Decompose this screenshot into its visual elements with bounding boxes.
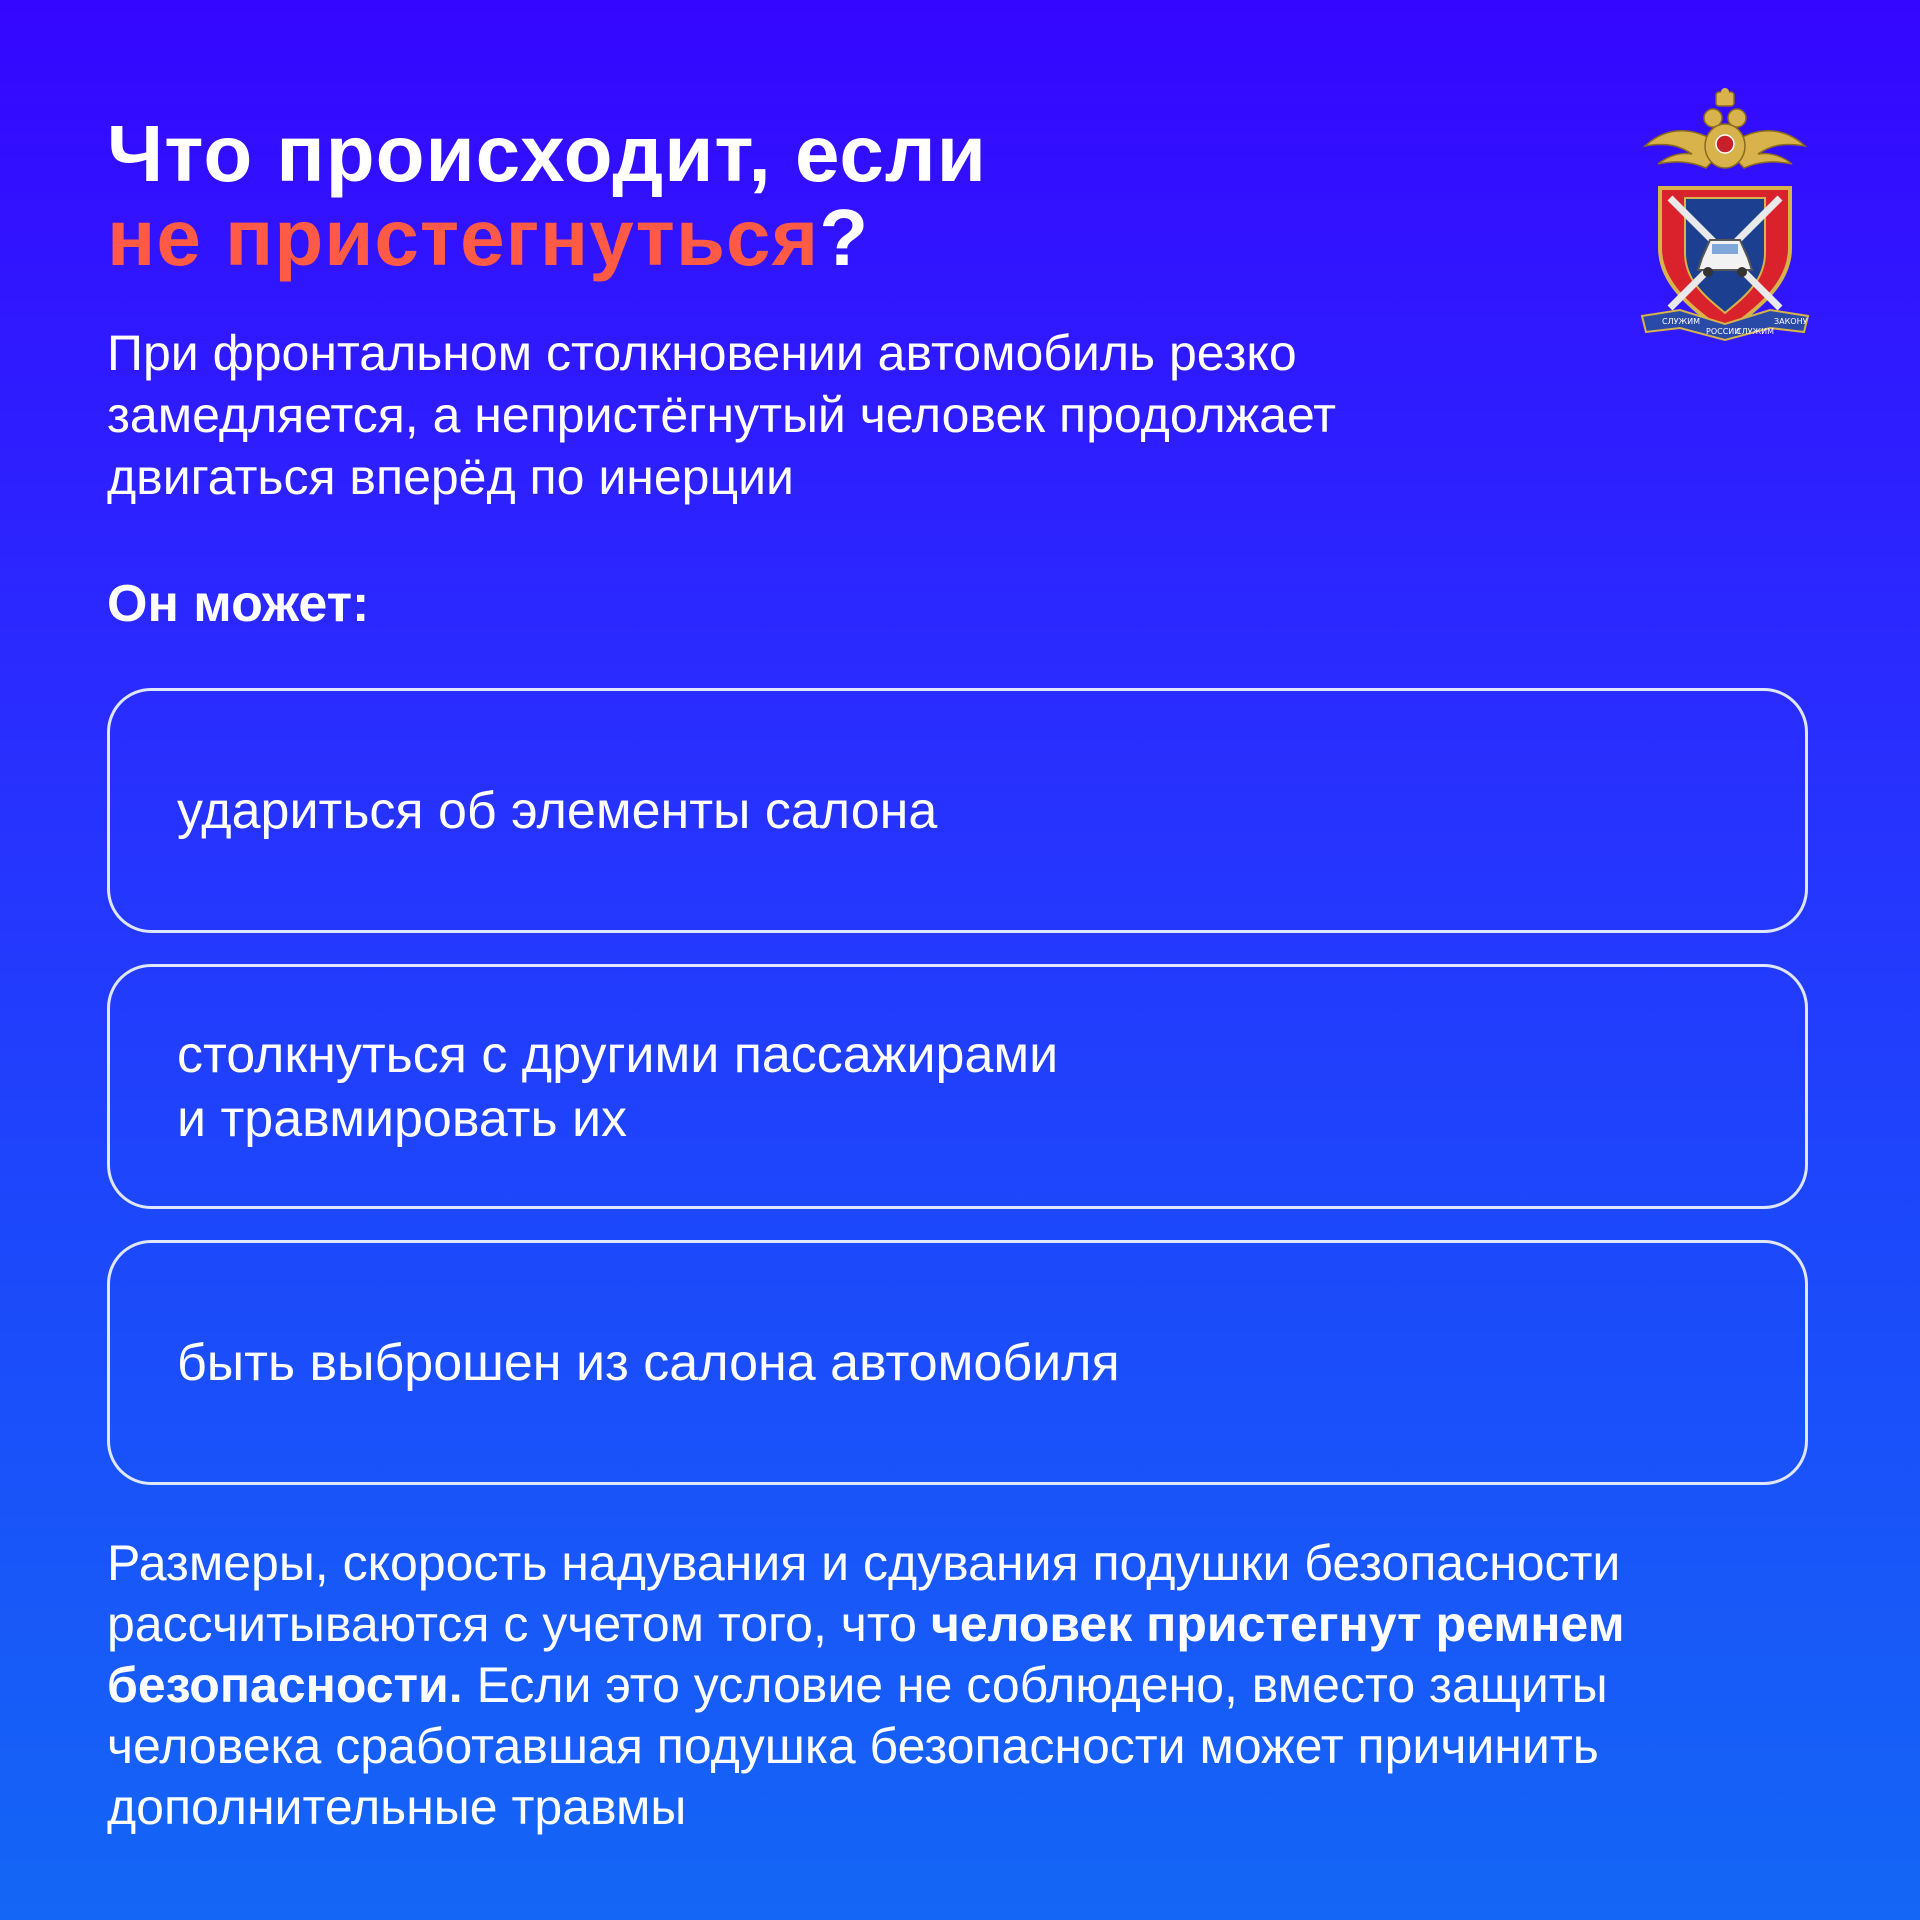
motto-text-3: СЛУЖИМ	[1736, 327, 1774, 336]
intro-paragraph	[107, 322, 1667, 508]
title-line1: Что происходит, если	[107, 109, 987, 198]
footer-text-part1: Размеры, скорость надувания и сдувания подушки безопасности рассчитываются с учетом того, что	[107, 1535, 1621, 1652]
consequence-card-text: удариться об элементы салона	[177, 781, 938, 840]
consequence-card	[107, 688, 1808, 933]
consequence-card-text: быть выброшен из салона автомобиля	[177, 1333, 1120, 1392]
title-accent: не пристегнуться	[107, 193, 820, 282]
consequence-card	[107, 1240, 1808, 1485]
list-heading: Он может:	[107, 575, 370, 633]
consequence-list	[107, 688, 1808, 1516]
police-emblem-icon	[1640, 88, 1810, 348]
consequence-card-text: столкнуться с другими пассажирами и травмировать их	[177, 1025, 1059, 1148]
motto-text-1: СЛУЖИМ	[1662, 317, 1700, 326]
page-title	[107, 109, 987, 282]
footer-text-part2: Если это условие не соблюдено, вместо защиты человека сработавшая подушка безопасности может причинить дополнительные травмы	[107, 1657, 1608, 1835]
consequence-card	[107, 964, 1808, 1209]
motto-text-2: РОССИИ	[1706, 327, 1741, 336]
footer-paragraph	[107, 1533, 1827, 1838]
footer-bold-text: человек пристегнут ремнем безопасности.	[107, 1596, 1625, 1713]
motto-text-4: ЗАКОНУ	[1774, 317, 1808, 326]
intro-text: При фронтальном столкновении автомобиль резко замедляется, а непристёгнутый человек продолжает двигаться вперёд по инерции	[107, 325, 1337, 505]
title-question-mark: ?	[819, 193, 870, 282]
